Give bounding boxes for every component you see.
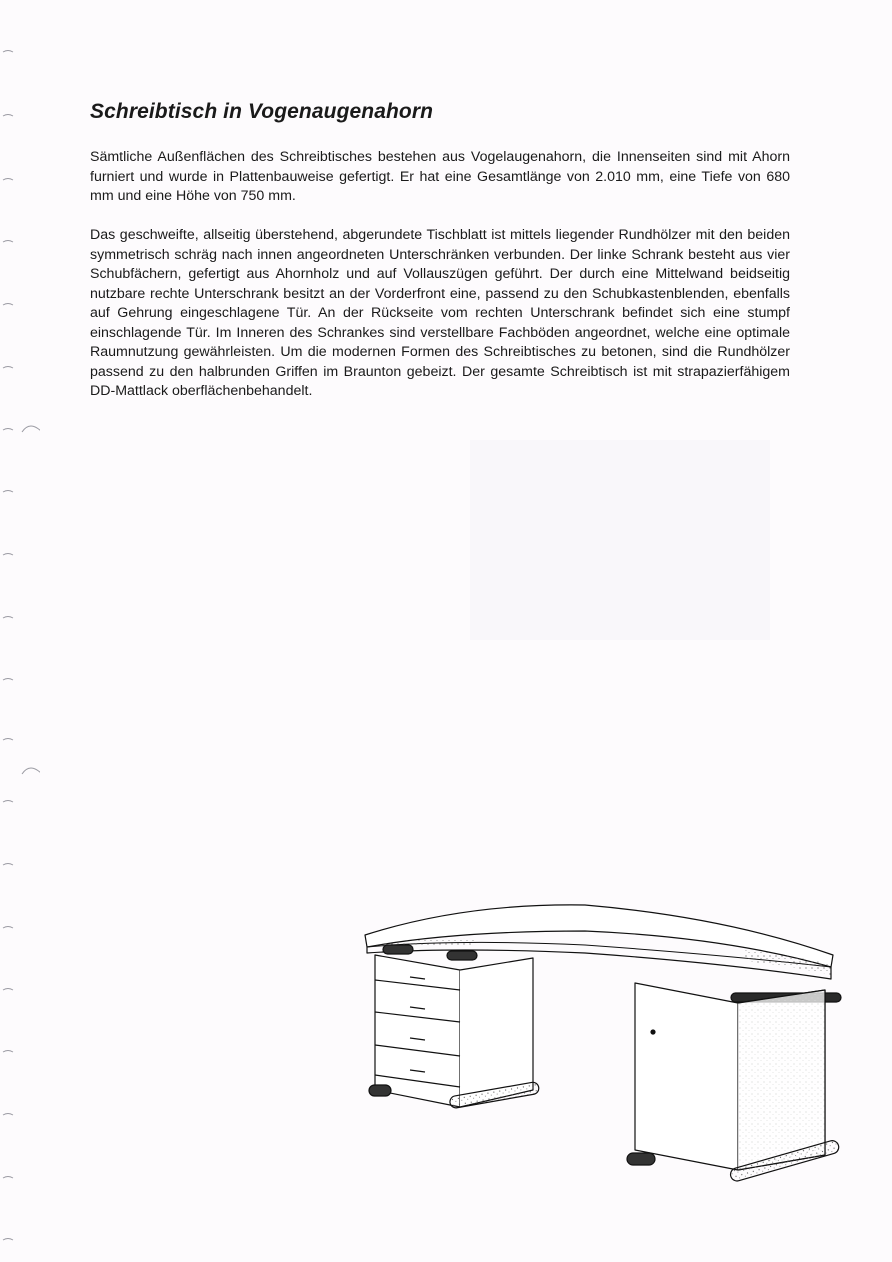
desk-illustration — [355, 895, 845, 1200]
page-title: Schreibtisch in Vogenaugenahorn — [90, 100, 434, 123]
paragraph-description: Das geschweifte, allseitig überstehend, abgerundete Tischblatt ist mittels liegender Rundhölzer mit den beiden symmetrisch schräg nach innen angeordneten Unterschränken verbunden. Der linke Schrank besteht aus vier Schubfächern, gefertigt aus Ahornholz und auf Vollauszügen geführt. Der durch eine Mittelwand beidseitig nutzbare rechte Unterschrank besitzt an der Vorderfront eine, passend zu den Schubkastenblenden, ebenfalls auf Gehrung eingeschlagene Tür. An der Rückseite vom rechten Unterschrank befindet sich eine stumpf einschlagende Tür. Im Inneren des Schrankes sind verstellbare Fachböden angeordnet, welche eine optimale Raumnutzung gewährleisten. Um die modernen Formen des Schreibtisches zu betonen, sind die Rundhölzer passend zu den halbrunden Griffen im Braunton gebeizt. Der gesamte Schreibtisch ist mit strapazierfähigem DD-Mattlack oberflächenbehandelt. — [90, 227, 790, 399]
bleed-through-block — [470, 440, 770, 640]
paragraph-dimensions: Sämtliche Außenflächen des Schreibtisches bestehen aus Vogelaugenahorn, die Innenseiten sind mit Ahorn furniert und wurde in Plattenbauweise gefertigt. Er hat eine Gesamtlänge von 2.010 mm, eine Tiefe von 680 mm und eine Höhe von 750 mm. — [90, 149, 790, 204]
binding-marks — [0, 0, 40, 1262]
